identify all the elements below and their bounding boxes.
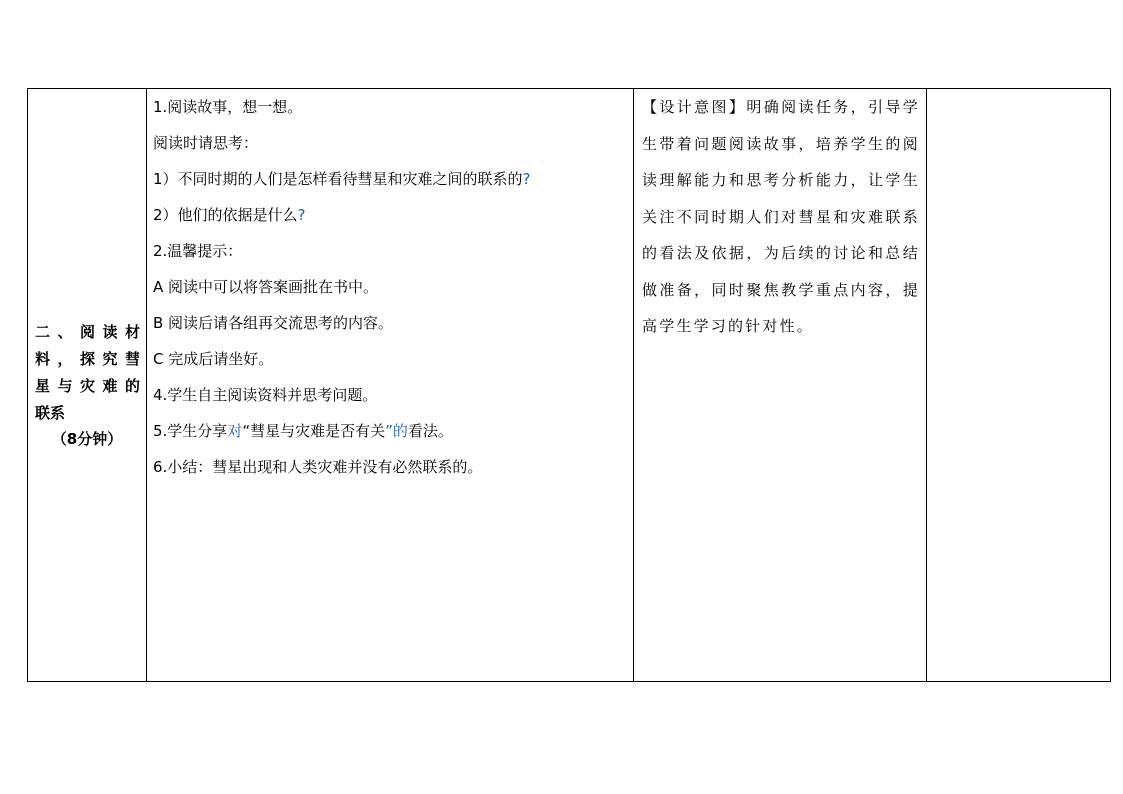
phase-title-line: 料，探究彗 [35, 350, 140, 368]
design-intent-text: 【设计意图】明确阅读任务，引导学生带着问题阅读故事，培养学生的阅读理解能力和思考分析能力，让学生关注不同时期人们对彗星和灾难联系的看法及依据，为后续的讨论和总结做准备，同时聚焦教学重点内容，提高学生学习的针对性。 [642, 98, 920, 335]
process-cell [147, 89, 634, 682]
step-line: C 完成后请坐好。 [153, 350, 274, 368]
step-list [147, 89, 633, 485]
phase-title-line: 联系 [35, 404, 66, 422]
step-line: 阅读时请思考： [153, 134, 259, 152]
phase-title-line: 二、阅读材 [35, 323, 140, 341]
step-line: 5.学生分享对“彗星与灾难是否有关”的看法。 [153, 422, 453, 440]
step-line: 6.小结：彗星出现和人类灾难并没有必然联系的。 [153, 458, 483, 476]
table-row [28, 89, 1111, 682]
phase-title-line: 星与灾难的 [35, 377, 140, 395]
step-line: B 阅读后请各组再交流思考的内容。 [153, 314, 394, 332]
lesson-plan-table [27, 88, 1111, 682]
step-line: 1.阅读故事，想一想。 [153, 98, 303, 116]
phase-cell [28, 89, 147, 682]
step-line: 4.学生自主阅读资料并思考问题。 [153, 386, 378, 404]
phase-time: （8分钟） [51, 430, 123, 448]
step-line: 2）他们的依据是什么? [153, 206, 306, 224]
step-line: 1）不同时期的人们是怎样看待彗星和灾难之间的联系的? [153, 170, 531, 188]
step-line: 2.温馨提示： [153, 242, 243, 260]
design-intent-cell [634, 89, 927, 682]
step-line: A 阅读中可以将答案画批在书中。 [153, 278, 379, 296]
notes-cell [927, 89, 1111, 682]
